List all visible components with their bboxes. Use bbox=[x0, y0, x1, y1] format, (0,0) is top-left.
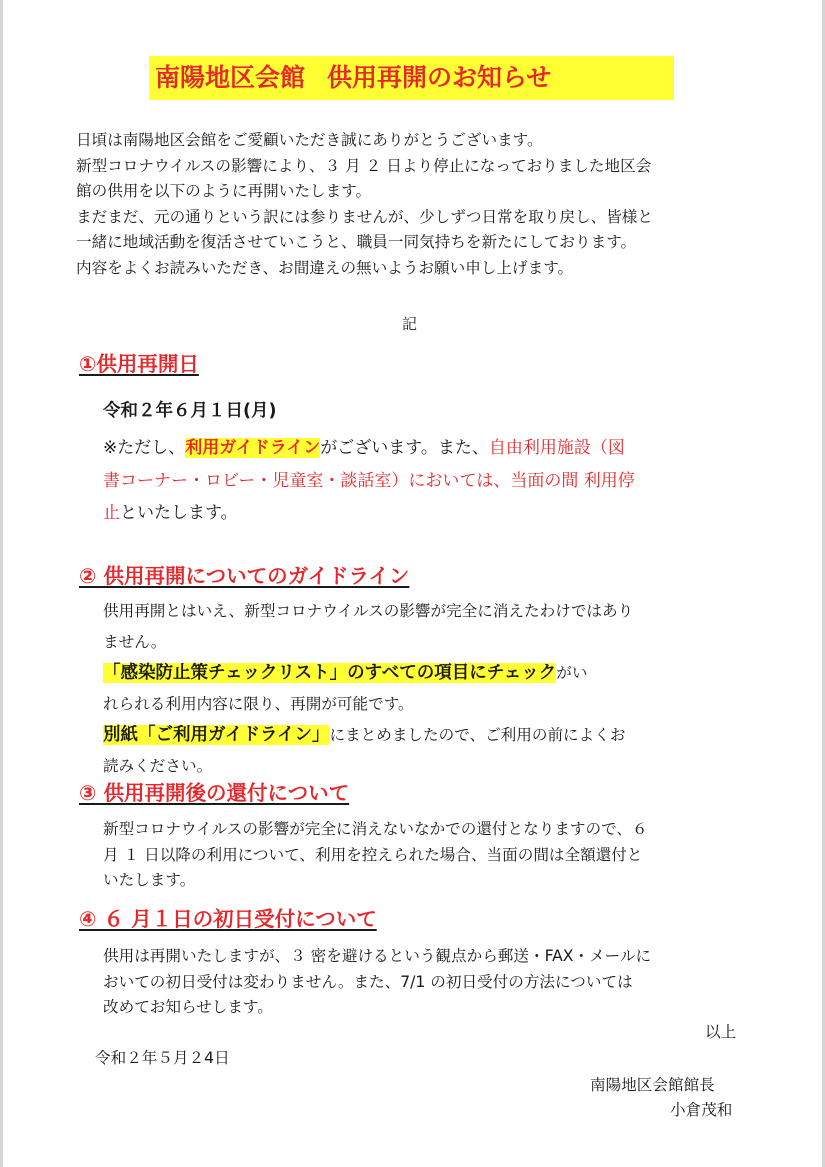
section-2-heading: ② 供用再開についてのガイドライン bbox=[79, 564, 410, 588]
issue-date: 令和２年５月２4日 bbox=[95, 1049, 230, 1067]
section-2-line: ません。 bbox=[103, 633, 167, 651]
title-part-2: 供用再開のお知らせ bbox=[327, 63, 552, 92]
signature-name: 小倉茂和 bbox=[670, 1101, 733, 1119]
section-1-heading: ①供用再開日 bbox=[79, 352, 199, 376]
reopen-date: 令和２年６月１日(月) bbox=[103, 401, 277, 421]
section-3-body bbox=[103, 817, 763, 894]
section-2-line: 供用再開とはいえ、新型コロナウイルスの影響が完全に消えたわけではあり bbox=[103, 602, 634, 620]
text: ※ただし、 bbox=[103, 438, 186, 458]
section-2-line: れられる利用内容に限り、再開が可能です。 bbox=[103, 695, 414, 713]
text: 止 bbox=[103, 503, 120, 523]
scan-edge-left bbox=[0, 0, 3, 1167]
section-3-line: 新型コロナウイルスの影響が完全に消えないなかでの還付となりますので、６ bbox=[103, 820, 648, 838]
section-3-heading: ③ 供用再開後の還付について bbox=[79, 781, 350, 805]
intro-line: 日頃は南陽地区会館をご愛顧いただき誠にありがとうございます。 bbox=[76, 131, 543, 149]
section-4-line: おいての初日受付は変わりません。また、7/1 の初日受付の方法については bbox=[103, 972, 633, 991]
section-4-line: 供用は再開いたしますが、３ 密を避けるという観点から郵送・FAX・メールに bbox=[103, 947, 652, 965]
ki-mark: 記 bbox=[402, 315, 418, 333]
page-title bbox=[149, 56, 674, 100]
intro-paragraph bbox=[76, 128, 766, 281]
section-1-line bbox=[103, 497, 763, 530]
section-3-line: 月 １ 日以降の利用について、利用を控えられた場合、当面の間は全額還付と bbox=[103, 845, 643, 864]
section-4-heading: ④ ６ 月１日の初日受付について bbox=[79, 907, 377, 931]
intro-line: 館の供用を以下のように再開いたします。 bbox=[76, 182, 372, 200]
section-4-line: 改めてお知らせします。 bbox=[103, 998, 273, 1016]
signature-org: 南陽地区会館館長 bbox=[590, 1076, 715, 1094]
section-3-line: いたします。 bbox=[103, 871, 196, 889]
text: といたします。 bbox=[120, 503, 238, 523]
section-1-line: 書コーナー・ロビー・児童室・談話室）においては、当面の間 利用停 bbox=[103, 470, 635, 491]
guideline-attachment-highlight: 別紙「ご利用ガイドライン」 bbox=[103, 725, 330, 745]
usage-guideline-highlight: 利用ガイドライン bbox=[185, 438, 321, 458]
section-2-line: 読みください。 bbox=[103, 757, 213, 775]
section-4-body bbox=[103, 944, 763, 1021]
intro-line: 一緒に地域活動を復活させていこうと、職員一同気持ちを新たにしております。 bbox=[76, 233, 637, 251]
free-facility-notice: 自由利用施設（図 bbox=[488, 438, 625, 458]
intro-line: 内容をよくお読みいただき、お間違えの無いようお願い申し上げます。 bbox=[76, 258, 574, 277]
section-2-line bbox=[103, 720, 763, 751]
title-part-1: 南陽地区会館 bbox=[155, 63, 306, 92]
section-2-body bbox=[103, 596, 763, 782]
text: がい bbox=[556, 664, 588, 682]
section-1-body bbox=[103, 432, 763, 530]
text: がございます。また、 bbox=[320, 438, 489, 458]
closing-mark: 以上 bbox=[705, 1023, 737, 1041]
intro-line: まだまだ、元の通りという訳には参りませんが、少しずつ日常を取り戻し、皆様と bbox=[76, 207, 653, 226]
intro-line: 新型コロナウイルスの影響により、３ 月 ２ 日より停止になっておりました地区会 bbox=[76, 156, 652, 175]
text: にまとめましたので、ご利用の前によくお bbox=[329, 726, 626, 744]
checklist-highlight: 「感染防止策チェックリスト」のすべての項目にチェック bbox=[103, 663, 557, 683]
section-1-line bbox=[103, 432, 763, 465]
section-2-line bbox=[103, 658, 763, 689]
